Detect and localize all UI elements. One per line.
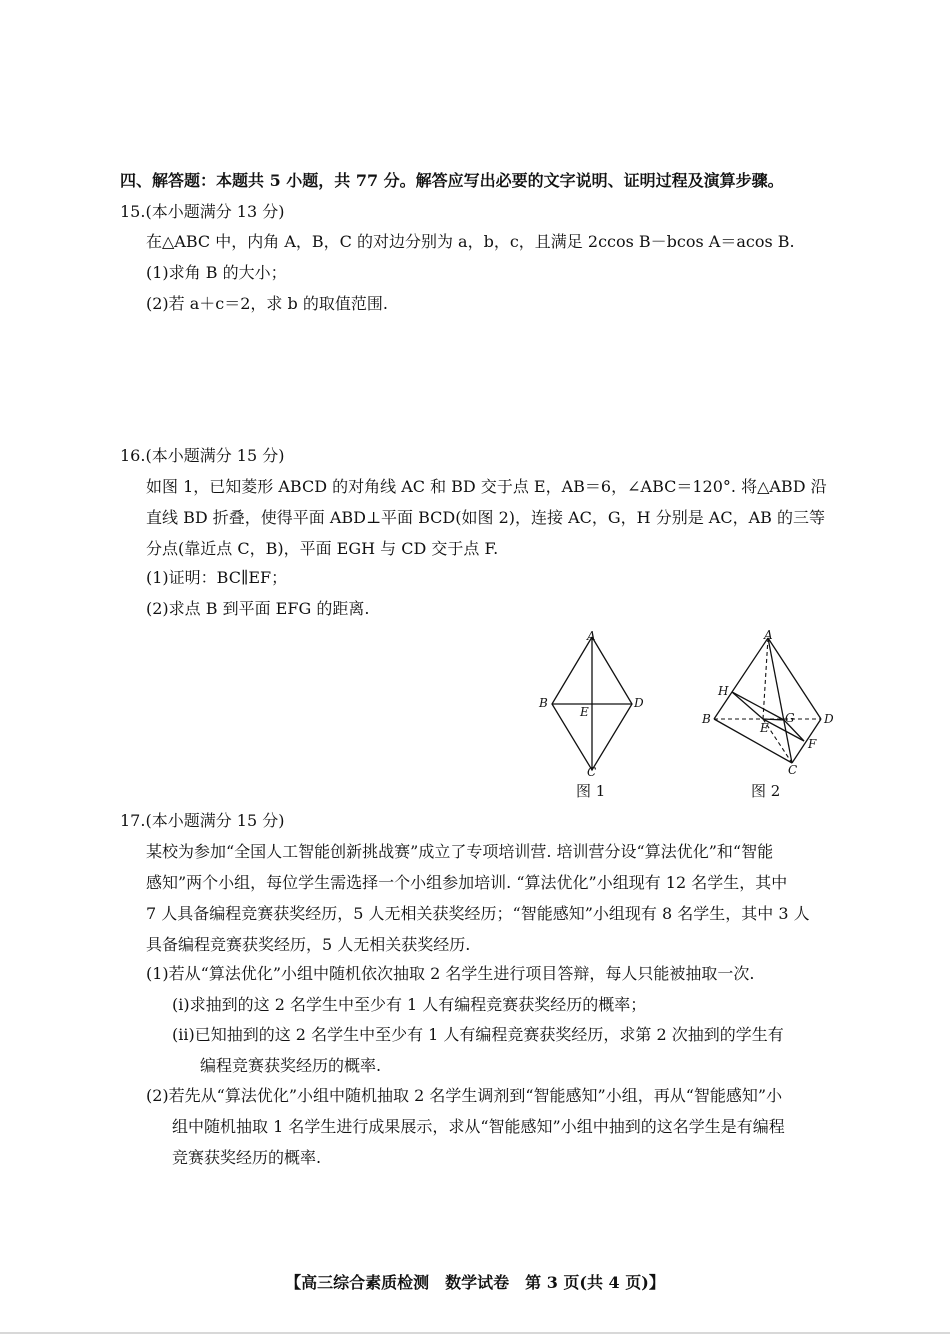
q17-part1-ii-a: (ii)已知抽到的这 2 名学生中至少有 1 人有编程竞赛获奖经历，求第 2 次抽到的学生有: [172, 1025, 784, 1044]
q16-title: 16.(本小题满分 15 分): [120, 446, 285, 465]
fig1-label-e: E: [580, 705, 589, 719]
fig2-label-e: E: [760, 721, 769, 735]
q17-line3: 7 人具备编程竞赛获奖经历，5 人无相关获奖经历；“智能感知”小组现有 8 名学生，其中 3 人: [146, 904, 810, 923]
figure-2-tetrahedron: [700, 628, 840, 778]
bottom-rule: [0, 1332, 950, 1334]
q16-part1: (1)证明：BC∥EF；: [146, 568, 288, 587]
fig1-label-d: D: [634, 696, 644, 710]
q17-part2-c: 竞赛获奖经历的概率.: [172, 1148, 322, 1167]
q17-title: 17.(本小题满分 15 分): [120, 811, 285, 830]
fig2-label-d: D: [824, 712, 834, 726]
q15-part1: (1)求角 B 的大小；: [146, 263, 287, 282]
fig2-label-c: C: [788, 763, 798, 777]
q17-line2: 感知”两个小组，每位学生需选择一个小组参加培训. “算法优化”小组现有 12 名学生，其中: [146, 873, 788, 892]
fig2-label-f: F: [808, 737, 817, 751]
q16-part2: (2)求点 B 到平面 EFG 的距离.: [146, 599, 370, 618]
q15-stem: 在△ABC 中，内角 A，B，C 的对边分别为 a，b，c，且满足 2ccos B－bcos A＝acos B.: [146, 232, 795, 251]
section-header: 四、解答题：本题共 5 小题，共 77 分。解答应写出必要的文字说明、证明过程及演算步骤。: [120, 171, 784, 190]
q16-line2: 直线 BD 折叠，使得平面 ABD⊥平面 BCD(如图 2)，连接 AC，G，H 分别是 AC，AB 的三等: [146, 508, 825, 527]
q17-line4: 具备编程竞赛获奖经历，5 人无相关获奖经历.: [146, 935, 471, 954]
q17-part2-b: 组中随机抽取 1 名学生进行成果展示，求从“智能感知”小组中抽到的这名学生是有编程: [172, 1117, 785, 1136]
q15-title: 15.(本小题满分 13 分): [120, 202, 285, 221]
fig1-label-a: A: [587, 629, 596, 643]
fig2-label-h: H: [718, 684, 729, 698]
fig1-label-b: B: [539, 696, 548, 710]
q17-line1: 某校为参加“全国人工智能创新挑战赛”成立了专项培训营. 培训营分设“算法优化”和“智能: [146, 842, 774, 861]
fig1-label-c: C: [587, 765, 597, 779]
page-footer: 【高三综合素质检测 数学试卷 第 3 页(共 4 页)】: [285, 1273, 665, 1292]
q17-part2-a: (2)若先从“算法优化”小组中随机抽取 2 名学生调剂到“智能感知”小组，再从“智能感知”小: [146, 1086, 783, 1105]
q17-part1-i: (i)求抽到的这 2 名学生中至少有 1 人有编程竞赛获奖经历的概率；: [172, 995, 647, 1014]
q16-line1: 如图 1，已知菱形 ABCD 的对角线 AC 和 BD 交于点 E，AB＝6，∠ABC＝120°. 将△ABD 沿: [146, 477, 827, 496]
fig2-label-a: A: [764, 628, 773, 642]
fig2-caption: 图 2: [751, 782, 781, 800]
fig2-label-b: B: [702, 712, 711, 726]
q17-part1-ii-b: 编程竞赛获奖经历的概率.: [200, 1056, 382, 1075]
q16-line3: 分点(靠近点 C，B)，平面 EGH 与 CD 交于点 F.: [146, 539, 499, 558]
q15-part2: (2)若 a＋c＝2，求 b 的取值范围.: [146, 294, 388, 313]
fig2-label-g: G: [785, 711, 795, 725]
fig1-caption: 图 1: [576, 782, 606, 800]
q17-part1: (1)若从“算法优化”小组中随机依次抽取 2 名学生进行项目答辩，每人只能被抽取一次.: [146, 964, 755, 983]
